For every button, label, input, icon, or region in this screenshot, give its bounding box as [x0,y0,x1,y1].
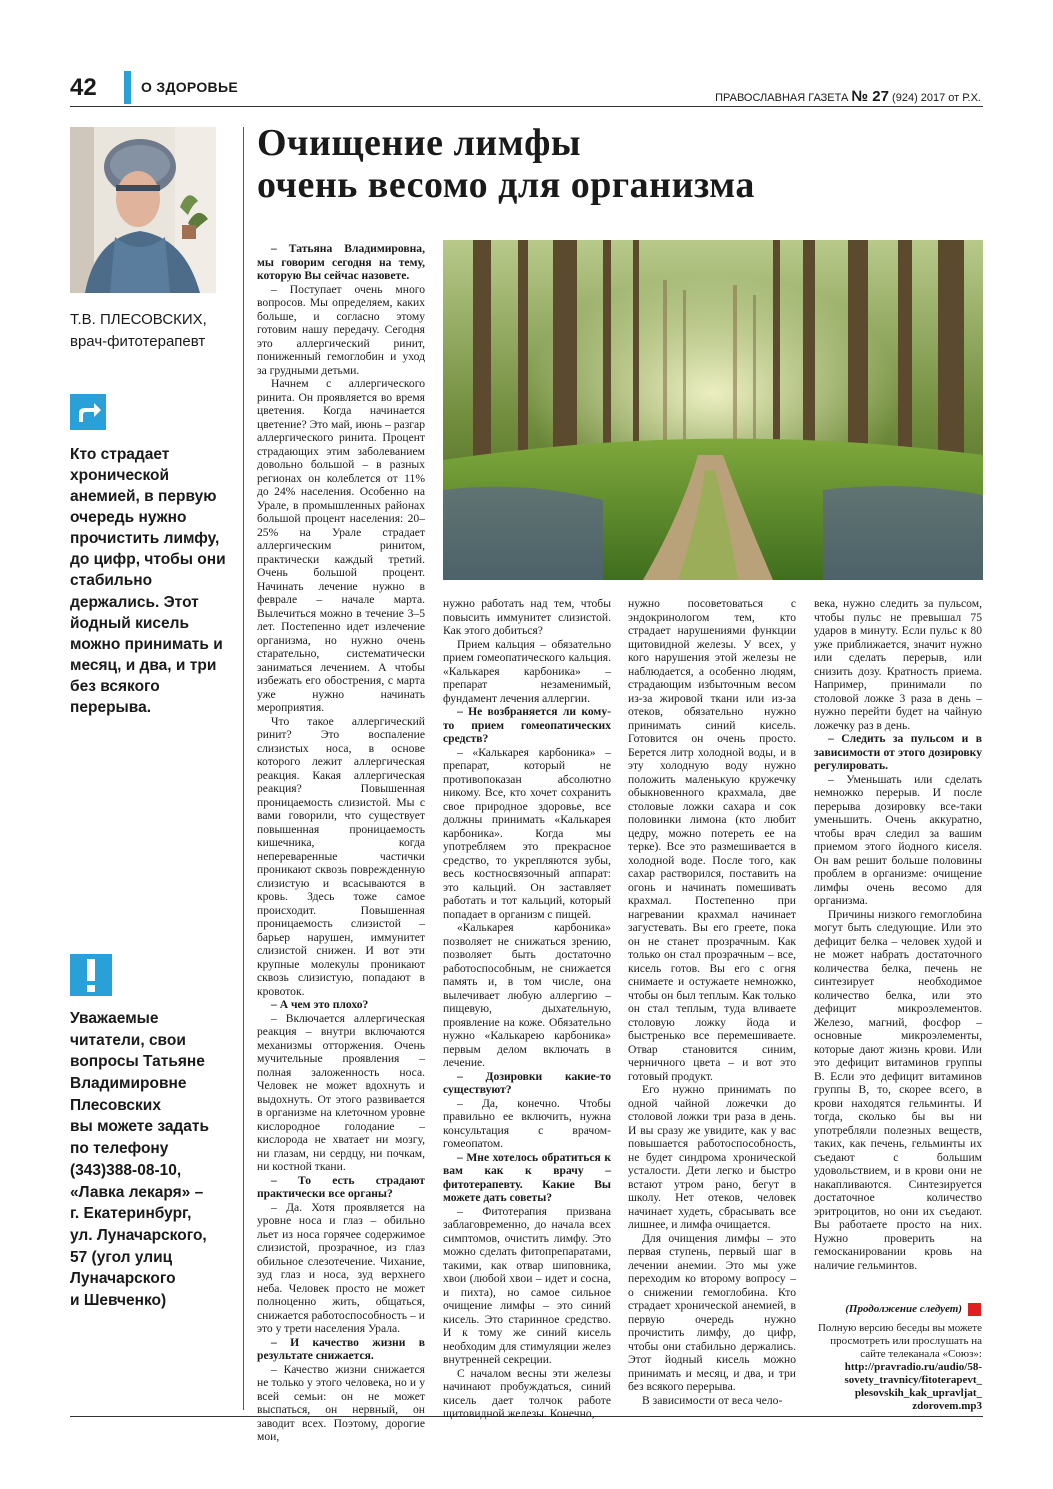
author-photo [70,127,216,293]
share-arrow-icon [70,394,106,430]
paper-name: ПРАВОСЛАВНАЯ ГАЗЕТА [715,92,849,104]
paragraph: – «Калькарея карбоника» – препарат, который не противопоказан абсолютно никому. Все, кто хочет сохранить свое природное здоровье, все должны принимать «Калькарея карбоника». Когда мы употребляем это прекрасное средство, то укрепляются зубы, весь костносвязочный аппарат: это кальций. Он заставляет работать и тот кальций, который попадает в организм с пищей. [443,745,611,921]
sidebar-contact [70,1008,242,1312]
exclamation-icon [70,954,112,996]
paragraph: Что такое аллергический ринит? Это воспаление слизистых носа, в основе которого лежит аллергическая реакция. Какая аллергическая реакция? Повышенная проницаемость слизистой. Мы с вами говорили, что существует повышенная проницаемость кишечника, когда непереваренные частички проникают сквозь поврежденную слизистую и всасываются в кровь. Здесь тоже самое происходит. Повышенная проницаемость слизистой – барьер нарушен, иммунитет слизистой снижен. И вот эти крупные молекулы проникают сквозь слизистую, попадают в кровоток. [257,714,425,998]
author-caption [70,309,240,353]
paragraph: Для очищения лимфы – это первая ступень, первый шаг в лечении анемии. Это мы уже переходим ко второму вопросу – о снижении гемоглобина. Кто страдает хронической анемией, в первую очередь нужно прочистить лимфу, до цифр, чтобы они стабильно держались. Этот йодный кисель можно принимать и месяц, и два, и три без всякого перерыва. [628,1231,796,1393]
issue-details: (924) 2017 от Р.Х. [892,92,981,104]
paragraph: – Татьяна Владимировна, мы говорим сегодня на тему, которую Вы сейчас назовете. [257,242,425,282]
masthead [715,88,981,105]
paragraph: Причины низкого гемоглобина могут быть следующие. Или это дефицит белка – человек худой и не может набрать достаточного количества белка, печень не синтезирует необходимое количество белка, или это дефицит микроэлементов. Железо, магний, фосфор – основные микроэлементы, которые дают жизнь крови. Или это дефицит витаминов группы В. Если это дефицит витаминов группы В, то, скорее всего, в крови находятся гельминты. И тогда, сколько бы вы ни употребляли полезных веществ, таких, как печень, гельминты их съедают с большим удовольствием, и в крови они не накапливаются. Синтезируется достаточное количество эритроцитов, но они их съедают. Вы работаете просто на них. Нужно проверить на гемосканировании кровь на наличие гельминтов. [814,907,982,1272]
title-line-2: очень весомо для организма [257,163,755,206]
paragraph: – Следить за пульсом и в зависимости от этого дозировку регулировать. [814,732,982,772]
paragraph: нужно посоветоваться с эндокринологом тем, кто страдает нарушениями функции щитовидной железы. У всех, у кого нарушения этой железы не наблюдается, а особенно людям, страдающим избыточным весом из-за жировой ткани или из-за отеков, обязательно нужно принимать синий кисель. Готовится он очень просто. Берется литр холодной воды, и в эту холодную воду нужно положить маленькую кружечку обыкновенного крахмала, две столовые ложки сахара и сок половинки лимона (кто любит цедру, можно потереть ее на терке). Все это размешивается в холодной воде. После того, как сахар растворился, поставить на огонь и начинать помешивать крахмал. Постепенно при нагревании крахмал начинает загустевать. Вы его греете, пока он не станет прозрачным. Как только он стал прозрачным – все, кисель готов. Вы его с огня снимаете и остужаете немножко, чтобы он был теплым. Как только он стал теплым, туда вливаете столовую ложку йода и быстренько все перемешиваете. Отвар становится синим, черничного цвета – и вот это готовый продукт. [628,597,796,1083]
article-title [257,123,982,207]
paragraph: – А чем это плохо? [271,998,369,1011]
header-rule [70,106,983,107]
paragraph: – Включается аллергическая реакция – внутри включаются механизмы отторжения. Очень мучительные проявления – полная заложенность носа. Человек не может вдохнуть и выдохнуть. От этого развивается в организме на клеточном уровне кислородное голодание – кислорода не хватает ни мозгу, ни глазам, ни сердцу, ни почкам, ни костной ткани. [257,1011,425,1173]
paragraph: Начнем с аллергического ринита. Он проявляется во время цветения. Когда начинается цветение? Это май, июнь – разгар аллергического ринита. Процент страдающих этим заболеванием довольно большой – в разных регионах он колеблется от 11% до 24% населения. Особенно на Урале, в промышленных районах большой процент населения: 20–25% на Урале страдает аллергическим ринитом, практически каждый третий. Очень большой процент. Начинать лечение нужно в феврале – начале марта. Вылечиться можно в течение 3–5 лет. Постепенно идет излечение организма, но нужно очень старательно, систематически заниматься лечением. А чтобы избежать его обострения, с марта уже нужно начинать мероприятия. [257,377,425,714]
paragraph: – Да, конечно. Чтобы правильно ее включить, нужна консультация с врачом-гомеопатом. [443,1096,611,1150]
section-accent-bar [124,71,131,104]
paragraph: Прием кальция – обязательно прием гомеопатического кальция. «Калькарея карбоника» – препарат незаменимый, фундамент лечения аллергии. [443,637,611,705]
column-divider [243,127,244,1410]
section-title: О ЗДОРОВЬЕ [141,79,238,95]
paragraph: – Фитотерапия призвана заблаговременно, до начала всех симптомов, очистить лимфу. Это можно сделать фитопрепаратами, такими, как отвар шиповника, хвои (любой хвои – идет и сосна, и пихта), но самое сильное очищение лимфы – это синий кисель. Это старинное средство. И к тому же синий кисель необходим для стимуляции желез внутренней секреции. [443,1204,611,1366]
paragraph: – Качество жизни снижается не только у этого человека, но и у всей семьи: он не может выспаться, он нервный, он заводит всех. Поэтому, дорогие мои, [257,1362,425,1443]
article-column-1 [257,242,425,1443]
author-role: врач-фитотерапевт [70,332,206,350]
article-column-4 [814,597,982,1287]
footnote [814,1322,982,1413]
paragraph: Его нужно принимать по одной чайной ложечки до столовой ложки три раза в день. И вы сразу же увидите, как у вас повышается работоспособность, не будет синдрома хронической усталости. Дети легко и быстро встают утром рано, бегут в школу. Нет отеков, человек начинает худеть, сбрасывать все лишнее, и лимфа очищается. [628,1083,796,1231]
paragraph: – Да. Хотя проявляется на уровне носа и глаз – обильно льет из носа горячее содержимое слизистой, прозрачное, из глаз обильное слезотечение. Чихание, зуд глаз и носа, зуд верхнего неба. Человек просто не может полноценно жить, общаться, снижается работоспособность – и это у трети населения Урала. [257,1200,425,1335]
footnote-link[interactable]: http://pravradio.ru/audio/58- sovety_travnicy/fitoterapevt_ plesovskih_kak_upravljat_ zdorovem.mp3 [844,1361,982,1412]
paragraph: – Не возбраняется ли кому-то прием гомеопатических средств? [443,705,611,745]
paragraph: «Калькарея карбоника» позволяет не снижаться зрению, позволяет быть достаточно работоспособным, не снижается память и, в том числе, она вылечивает любую аллергию – пищевую, дыхательную, проявление на коже. Обязательно нужно «Калькарею карбоника» первым делом включать в лечение. [443,921,611,1069]
paragraph: – Поступает очень много вопросов. Мы определяем, каких больше, и согласно этому готовим нашу передачу. Сегодня это аллергический ринит, пониженный гемоглобин и уход за грудными детьми. [257,282,425,377]
paragraph: – И качество жизни в результате снижается. [257,1335,425,1362]
article-column-3 [628,597,796,1410]
article-column-2 [443,597,611,1420]
paragraph: – Дозировки какие-то существуют? [443,1069,611,1096]
author-name: Т.В. ПЛЕСОВСКИХ, [70,311,207,328]
paragraph: С началом весны эти железы начинают пробуждаться, синий кисель дает толчок работе щитовидной железы. Конечно, [443,1366,611,1420]
continued-note: (Продолжение следует) [845,1303,962,1315]
contact-text: Уважаемые читатели, свои вопросы Татьяне Владимировне Плесовских вы можете задать по телефону (343)388-08-10, «Лавка лекаря» – г. Екатеринбург, ул. Луначарского, 57 (угол улиц Луначарского и Шевченко) [70,1010,210,1309]
paragraph: нужно работать над тем, чтобы повысить иммунитет слизистой. Как этого добиться? [443,597,611,637]
forest-photo [443,240,983,580]
sidebar-quote: Кто страдает хронической анемией, в первую очередь нужно прочистить лимфу, до цифр, чтобы они стабильно держались. Этот йодный кисель можно принимать и месяц, и два, и три без всякого перерыва. [70,446,226,716]
end-marker [968,1303,981,1316]
page-number: 42 [70,74,97,101]
issue-number: № 27 [851,88,889,105]
paragraph: века, нужно следить за пульсом, чтобы пульс не превышал 75 ударов в минуту. Если пульс к 80 уже приближается, значит нужно или сделать перерыв, или снизить дозу. Кратность приема. Например, принимали по столовой ложке 3 раза в день – нужно перейти будет на чайную ложечку раз в день. [814,597,982,732]
paragraph: В зависимости от веса чело- [642,1393,783,1407]
paragraph: – Мне хотелось обратиться к вам как к врачу – фитотерапевту. Какие Вы можете дать советы? [443,1150,611,1204]
paragraph: – То есть страдают практически все органы? [257,1173,425,1200]
paragraph: – Уменьшать или сделать немножко перерыв. И после перерыва дозировку все-таки уменьшить. Очень аккуратно, чтобы врач следил за вашим приемом этого йодного киселя. Он вам решит больше половины проблем в организме: очищение лимфы очень весомо для организма. [814,772,982,907]
title-line-1: Очищение лимфы [257,122,582,164]
footnote-text: Полную версию беседы вы можете просмотреть или прослушать на сайте телеканала «Союз»: [817,1322,982,1360]
